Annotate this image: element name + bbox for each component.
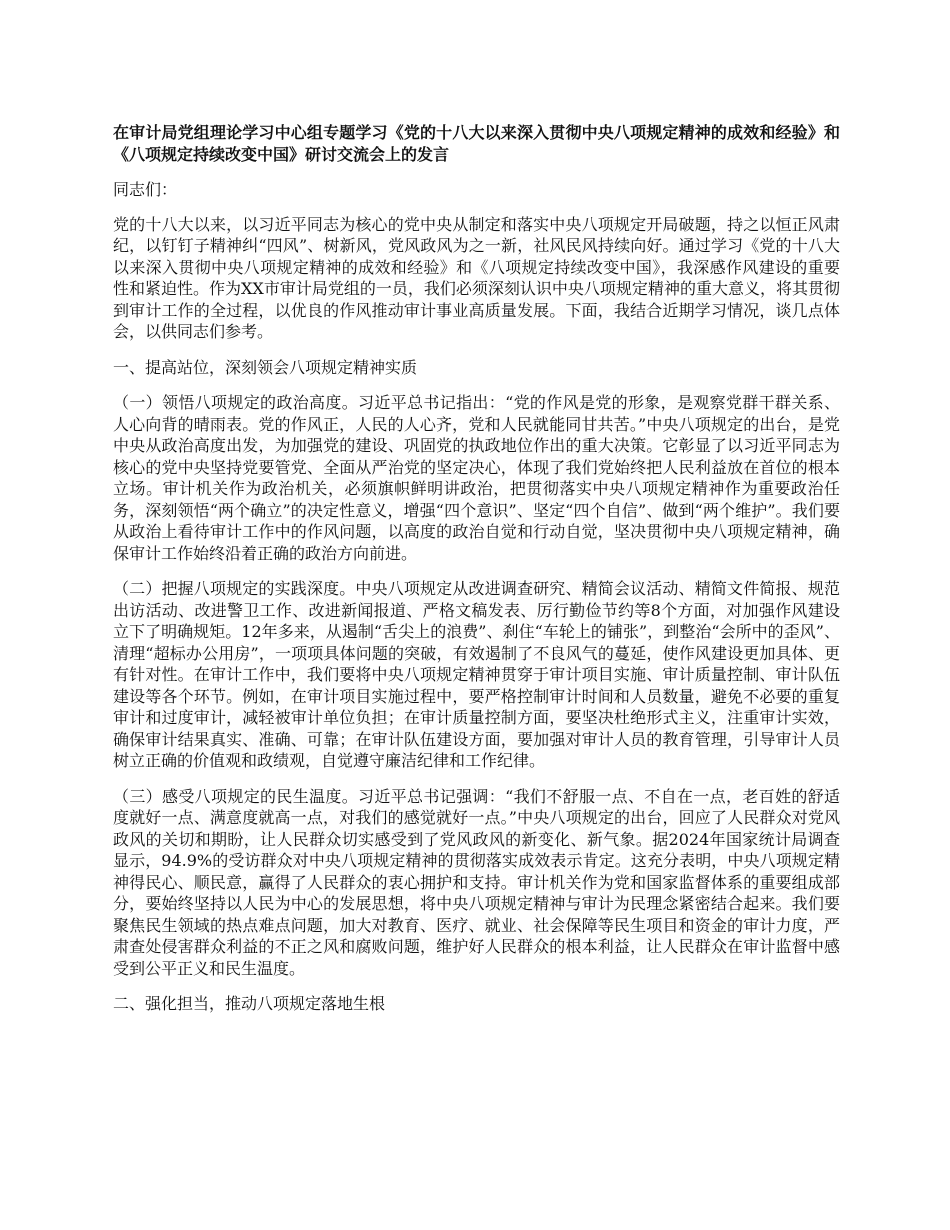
intro-paragraph: 党的十八大以来，以习近平同志为核心的党中央从制定和落实中央八项规定开局破题，持之以恒正风肃纪，以钉钉子精神纠“四风”、树新风，党风政风为之一新，社风民风持续向好。通过学习《党的十八大以来深入贯彻中央八项规定精神的成效和经验》和《八项规定持续改变中国》，我深感作风建设的重要性和紧迫性。作为XX市审计局党组的一员，我们必须深刻认识中央八项规定精神的重大意义，将其贯彻到审计工作的全过程，以优良的作风推动审计事业高质量发展。下面，我结合近期学习情况，谈几点体会，以供同志们参考。 [113,214,840,341]
document-page [113,122,840,1029]
section-2-heading: 二、强化担当，推动八项规定落地生根 [113,994,386,1013]
section-1-paragraph-3: （三）感受八项规定的民生温度。习近平总书记强调：“我们不舒服一点、不自在一点，老百姓的舒适度就好一点、满意度就高一点，对我们的感觉就好一点。”中央八项规定的出台，回应了人民群众对党风政风的关切和期盼，让人民群众切实感受到了党风政风的新变化、新气象。据2024年国家统计局调查显示，94.9%的受访群众对中央八项规定精神的贯彻落实成效表示肯定。这充分表明，中央八项规定精神得民心、顺民意，赢得了人民群众的衷心拥护和支持。审计机关作为党和国家监督体系的重要组成部分，要始终坚持以人民为中心的发展思想，将中央八项规定精神与审计为民理念紧密结合起来。我们要聚焦民生领域的热点难点问题，加大对教育、医疗、就业、社会保障等民生项目和资金的审计力度，严肃查处侵害群众利益的不正之风和腐败问题，维护好人民群众的根本利益，让人民群众在审计监督中感受到公平正义和民生温度。 [113,786,840,978]
section-1-heading: 一、提高站位，深刻领会八项规定精神实质 [113,357,418,377]
salutation: 同志们： [113,180,178,199]
document-title: 在审计局党组理论学习中心组专题学习《党的十八大以来深入贯彻中央八项规定精神的成效和经验》和《八项规定持续改变中国》研讨交流会上的发言 [113,123,840,164]
section-1-paragraph-1: （一）领悟八项规定的政治高度。习近平总书记指出：“党的作风是党的形象，是观察党群干群关系、人心向背的晴雨表。党的作风正，人民的人心齐，党和人民就能同甘共苦。”中央八项规定的出台，是党中央从政治高度出发，为加强党的建设、巩固党的执政地位作出的重大决策。它彰显了以习近平同志为核心的党中央坚持党要管党、全面从严治党的坚定决心，体现了我们党始终把人民利益放在首位的根本立场。审计机关作为政治机关，必须旗帜鲜明讲政治，把贯彻落实中央八项规定精神作为重要政治任务，深刻领悟“两个确立”的决定性意义，增强“四个意识”、坚定“四个自信”、做到“两个维护”。我们要从政治上看待审计工作中的作风问题，以高度的政治自觉和行动自觉，坚决贯彻中央八项规定精神，确保审计工作始终沿着正确的政治方向前进。 [113,393,840,563]
section-1-paragraph-2: （二）把握八项规定的实践深度。中央八项规定从改进调查研究、精简会议活动、精简文件简报、规范出访活动、改进警卫工作、改进新闻报道、严格文稿发表、厉行勤俭节约等8个方面，对加强作风建设立下了明确规矩。12年多来，从遏制“舌尖上的浪费”、刹住“车轮上的铺张”，到整治“会所中的歪风”、清理“超标办公用房”，一项项具体问题的突破，有效遏制了不良风气的蔓延，使作风建设更加具体、更有针对性。在审计工作中，我们要将中央八项规定精神贯穿于审计项目实施、审计质量控制、审计队伍建设等各个环节。例如，在审计项目实施过程中，要严格控制审计时间和人员数量，避免不必要的重复审计和过度审计，减轻被审计单位负担；在审计质量控制方面，要坚决杜绝形式主义，注重审计实效，确保审计结果真实、准确、可靠；在审计队伍建设方面，要加强对审计人员的教育管理，引导审计人员树立正确的价值观和政绩观，自觉遵守廉洁纪律和工作纪律。 [113,579,840,770]
